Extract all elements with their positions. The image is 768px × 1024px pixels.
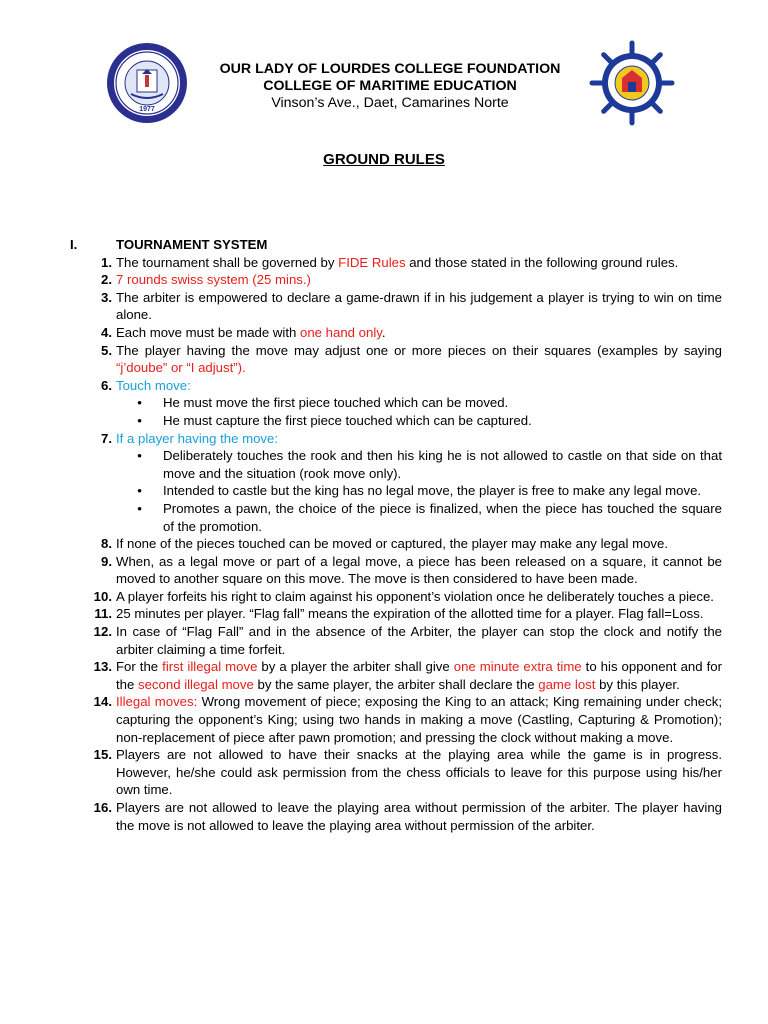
rule-text — [116, 342, 722, 377]
bullet-text: He must move the first piece touched which can be moved. — [163, 395, 509, 411]
bullet-item — [116, 500, 722, 535]
rule-number: 13. — [93, 659, 112, 675]
rule-item — [70, 324, 722, 342]
rule-text — [116, 605, 722, 623]
rule-text-segment: If none of the pieces touched can be moved or captured, the player may make any legal move. — [116, 536, 669, 552]
bullet-item — [116, 482, 722, 500]
rule-item — [70, 342, 722, 377]
college-seal-icon — [106, 42, 188, 124]
rules-list — [70, 254, 722, 835]
rule-text — [116, 271, 722, 289]
rule-text-segment: 25 minutes per player. “Flag fall” means the expiration of the allotted time for a player. Flag fall=Loss. — [116, 606, 704, 622]
rule-text-segment: In case of “Flag Fall” and in the absence of the Arbiter, the player can stop the clock and notify the arbiter claiming a time forfeit. — [116, 624, 722, 657]
rule-text — [116, 623, 722, 658]
institution-header — [190, 61, 590, 112]
rule-text-segment: 7 rounds swiss system (25 mins.) — [116, 272, 311, 288]
bullet-item — [116, 447, 722, 482]
bullet-text: Deliberately touches the rook and then his king he is not allowed to castle on that side on that move and the situation (rook move only). — [163, 448, 722, 481]
rule-number: 16. — [93, 800, 112, 815]
section-title: TOURNAMENT SYSTEM — [116, 237, 268, 252]
rule-number: 12. — [93, 624, 112, 640]
rule-item — [70, 553, 722, 588]
bullet-text: Intended to castle but the king has no legal move, the player is free to make any legal move. — [163, 483, 702, 499]
rule-text — [116, 553, 722, 588]
bullet-list — [116, 447, 722, 535]
rule-number: 10. — [93, 588, 112, 604]
rule-text — [116, 588, 722, 606]
rule-item — [70, 271, 722, 289]
rule-text-segment: by a player the arbiter shall give — [257, 659, 454, 675]
rule-text — [116, 799, 722, 834]
section-heading — [70, 236, 722, 254]
bullet-dot-icon: • — [137, 395, 142, 411]
rule-text — [116, 254, 722, 272]
section-number: I. — [70, 237, 78, 252]
rule-text — [116, 693, 722, 746]
page-title: GROUND RULES — [323, 151, 445, 168]
seal-year: 1977 — [139, 106, 155, 113]
rule-text-segment: by the same player, the arbiter shall declare the — [253, 676, 539, 692]
rules-section — [70, 236, 722, 834]
rule-item — [70, 623, 722, 658]
rule-number: 5. — [101, 342, 112, 358]
rule-number: 9. — [101, 553, 112, 569]
rule-text — [116, 535, 722, 553]
rule-text — [116, 746, 722, 799]
rule-text — [116, 324, 722, 342]
rule-text-segment: “j’doube” or “I adjust”). — [116, 360, 246, 376]
rule-number: 15. — [93, 747, 112, 763]
rule-number: 11. — [94, 606, 112, 622]
rule-number: 7. — [101, 430, 112, 446]
rule-text-segment: Illegal moves: — [116, 694, 198, 710]
address: Vinson’s Ave., Daet, Camarines Norte — [271, 95, 509, 111]
rule-text-segment: Players are not allowed to have their snacks at the playing area while the game is in progress. However, he/she could ask permission from the chess officials to leave for this purpose using his/her own time. — [116, 747, 722, 798]
bullet-dot-icon: • — [137, 412, 142, 428]
rule-text-segment: second illegal move — [138, 676, 254, 692]
rule-item — [70, 254, 722, 272]
rule-number: 3. — [101, 289, 112, 305]
rule-text-segment: Each move must be made with — [116, 324, 300, 340]
rule-text-segment: and those stated in the following ground rules. — [405, 254, 679, 270]
rule-text-segment: Players are not allowed to leave the playing area without permission of the arbiter. The player having the move is not allowed to leave the playing area without permission of the arbiter. — [116, 800, 722, 833]
rule-text-segment: first illegal move — [162, 659, 258, 675]
bullet-dot-icon: • — [137, 500, 142, 516]
rule-text — [116, 377, 722, 430]
rule-text-segment: When, as a legal move or part of a legal move, a piece has been released on a square, it cannot be moved to another square on this move. The move is then considered to have been made. — [116, 553, 722, 587]
bullet-item — [116, 394, 722, 412]
rule-item — [70, 588, 722, 606]
bullet-item — [116, 412, 722, 430]
college-name: COLLEGE OF MARITIME EDUCATION — [263, 78, 517, 94]
rule-item — [70, 605, 722, 623]
rule-item — [70, 430, 722, 536]
rule-item — [70, 693, 722, 746]
rule-text-segment: by this player. — [595, 676, 680, 692]
rule-text-segment: The tournament shall be governed by — [116, 254, 339, 270]
rule-number: 2. — [101, 272, 112, 288]
institution-name: OUR LADY OF LOURDES COLLEGE FOUNDATION — [219, 61, 561, 77]
rule-item — [70, 746, 722, 799]
rule-number: 14. — [93, 694, 112, 710]
rule-text-segment: . — [381, 324, 386, 340]
bullet-text: He must capture the first piece touched which can be captured. — [163, 412, 532, 428]
rule-text-segment: For the — [116, 659, 163, 675]
rule-text — [116, 430, 722, 536]
rule-number: 8. — [101, 536, 112, 552]
rule-item — [70, 658, 722, 693]
rule-text-segment: If a player having the move: — [116, 430, 279, 446]
rule-text-segment: The arbiter is empowered to declare a game-drawn if in his judgement a player is trying to win on time alone. — [116, 289, 722, 323]
rule-text — [116, 658, 722, 693]
rule-text-segment: A player forfeits his right to claim against his opponent’s violation once he deliberately touches a piece. — [116, 588, 714, 604]
bullet-text: Promotes a pawn, the choice of the piece is finalized, when the piece has touched the square of the promotion. — [163, 500, 722, 534]
rule-text-segment: one minute extra time — [453, 659, 582, 675]
rule-item — [70, 799, 722, 834]
rule-text — [116, 289, 722, 324]
rule-text-segment: FIDE Rules — [338, 254, 406, 270]
rule-item — [70, 377, 722, 430]
rule-text-segment: Wrong movement of piece; exposing the King to an attack; King remaining under check; capturing the opponent’s King; using two hands in making a move (Castling, Capturing & Promotion); non-replacement of piece after pawn promotion; and pressing the clock without making a move. — [116, 694, 722, 745]
rule-number: 6. — [101, 377, 112, 393]
rule-text-segment: Touch move: — [116, 377, 191, 393]
maritime-helm-seal-icon — [589, 40, 675, 126]
bullet-dot-icon: • — [137, 448, 142, 464]
rule-number: 1. — [101, 254, 112, 270]
rule-item — [70, 289, 722, 324]
rule-item — [70, 535, 722, 553]
bullet-list — [116, 394, 722, 429]
rule-text-segment: The player having the move may adjust one or more pieces on their squares (examples by saying — [116, 342, 722, 358]
rule-number: 4. — [101, 324, 112, 340]
rule-text-segment: to his opponent and for the — [116, 659, 722, 692]
rule-text-segment: one hand only — [299, 324, 382, 340]
bullet-dot-icon: • — [137, 483, 142, 499]
rule-text-segment: game lost — [538, 676, 596, 692]
